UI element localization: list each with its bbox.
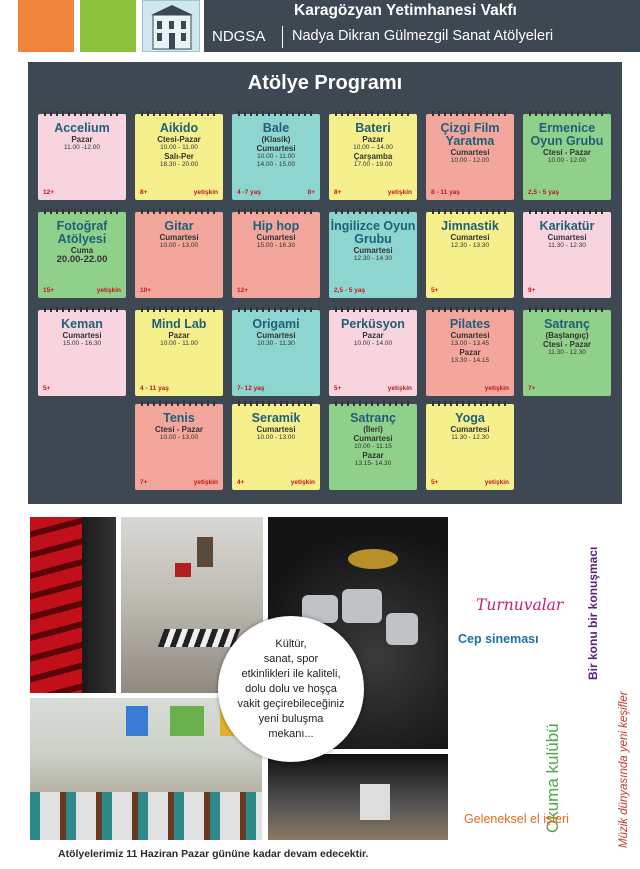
footer-note: Atölyelerimiz 11 Haziran Pazar gününe kadar devam edecektir. xyxy=(58,848,369,860)
workshop-card xyxy=(38,310,126,396)
dance-studio-photo xyxy=(268,754,448,840)
workshop-card xyxy=(426,114,514,200)
schedule-time: 15.00 - 16.30 xyxy=(62,340,102,347)
age-label: 7- 12 yaş xyxy=(237,385,265,392)
schedule-day: Ctesi-Pazar xyxy=(157,135,201,144)
schedule-day: Cumartesi xyxy=(256,144,296,153)
workshop-name: Origami xyxy=(252,317,300,331)
schedule-day: Cumartesi xyxy=(256,233,296,242)
schedule-time: 10.00 - 12.00 xyxy=(547,157,587,164)
bubble-line: etkinlikleri ile kaliteli, xyxy=(241,667,341,680)
schedule-day: Pazar xyxy=(71,135,93,144)
foundation-name: Karagözyan Yetimhanesi Vakfı xyxy=(294,2,517,19)
schedule-time: 11.30 - 12.30 xyxy=(548,242,586,249)
bubble-line: dolu dolu ve hoşça xyxy=(245,682,337,695)
divider xyxy=(282,26,283,48)
workshop-subtitle: (Klasik) xyxy=(261,135,291,144)
age-label: 5+ xyxy=(431,287,439,294)
schedule-time: 11.30 - 12.30 xyxy=(451,434,489,441)
schedule-time: 13.00 - 13.45 xyxy=(450,340,490,347)
age-label: 12+ xyxy=(237,287,249,294)
schedule-time: 10.00 - 11.00 xyxy=(160,340,198,347)
workshop-card xyxy=(329,404,417,490)
schedule-time: 10.00 - 14.00 xyxy=(353,340,393,347)
schedule-day: Pazar xyxy=(459,348,481,357)
workshop-name: Bale xyxy=(262,121,290,135)
workshop-card xyxy=(426,212,514,298)
workshop-name: Pilates xyxy=(449,317,491,331)
schedule-time: 15.00 - 16.30 xyxy=(256,242,296,249)
age-label: 4 - 11 yaş xyxy=(140,385,169,392)
schedule-time: 11.00 -12.00 xyxy=(63,144,101,151)
audience-label: yetişkin xyxy=(193,189,218,196)
workshop-card xyxy=(135,212,223,298)
schedule-day: Ctesi - Pazar xyxy=(542,340,592,349)
workshop-card xyxy=(232,404,320,490)
bubble-line: vakit geçirebileceğiniz xyxy=(237,697,345,710)
schedule-day: Pazar xyxy=(362,451,384,460)
schedule-time: 12.30 - 13.30 xyxy=(450,242,490,249)
workshop-card xyxy=(426,404,514,490)
word-turnuvalar: Turnuvalar xyxy=(476,596,564,614)
workshop-name: Jimnastik xyxy=(441,219,499,233)
age-label: 5+ xyxy=(431,479,439,486)
age-label: 7+ xyxy=(528,385,536,392)
workshops-name: Nadya Dikran Gülmezgil Sanat Atölyeleri xyxy=(292,28,554,44)
workshop-card xyxy=(523,114,611,200)
workshop-name: Çizgi Film Yaratma xyxy=(440,121,500,148)
workshop-card xyxy=(135,404,223,490)
board-title: Atölye Programı xyxy=(247,72,403,94)
workshop-name: Fotoğraf Atölyesi xyxy=(56,219,108,246)
age-label: 4 -7 yaş xyxy=(237,189,261,196)
schedule-time: 13.30 - 14.15 xyxy=(450,357,490,364)
workshop-name: İngilizce Oyun Grubu xyxy=(330,219,416,246)
audience-label: yetişkin xyxy=(387,189,412,196)
audience-label: yetişkin xyxy=(484,385,509,392)
age-label: 5+ xyxy=(334,385,342,392)
age-label: 8 - 11 yaş xyxy=(431,189,460,196)
workshop-name: Bateri xyxy=(355,121,391,135)
workshop-name: Keman xyxy=(61,317,103,331)
program-board xyxy=(28,62,622,504)
age-label: 4+ xyxy=(237,479,245,486)
schedule-time: 17.00 - 19.00 xyxy=(353,161,393,168)
schedule-time: 14.00 - 15.00 xyxy=(256,161,296,168)
workshop-name: Hip hop xyxy=(252,219,300,233)
workshop-card xyxy=(38,212,126,298)
schedule-day: Ctesi - Pazar xyxy=(542,148,592,157)
workshop-card xyxy=(426,310,514,396)
audience-label: yetişkin xyxy=(193,479,218,486)
word-cep-sinemasi: Cep sineması xyxy=(458,632,539,646)
cinema-seats-photo xyxy=(30,517,116,693)
schedule-time: 10.30 - 11.30 xyxy=(257,340,295,347)
workshop-name: Seramik xyxy=(251,411,301,425)
info-bubble xyxy=(218,616,364,762)
workshop-name: Satranç xyxy=(544,317,590,331)
audience-label: yetişkin xyxy=(387,385,412,392)
green-block xyxy=(80,0,136,52)
workshop-name: Yoga xyxy=(455,411,485,425)
workshop-card xyxy=(523,212,611,298)
schedule-day: Cumartesi xyxy=(450,425,490,434)
workshop-card xyxy=(38,114,126,200)
workshop-card xyxy=(523,310,611,396)
workshop-subtitle: (İleri) xyxy=(363,425,383,434)
age-label: 9+ xyxy=(528,287,536,294)
audience-label: 8+ xyxy=(307,189,315,196)
age-label: 2,5 - 5 yaş xyxy=(528,189,560,196)
bubble-line: yeni buluşma xyxy=(258,712,324,725)
schedule-time: 13.15- 14.30 xyxy=(354,460,392,467)
schedule-time: 10.00 - 11.00 xyxy=(160,144,198,151)
workshop-name: Aikido xyxy=(159,121,199,135)
workshop-subtitle: (Başlangıç) xyxy=(545,331,589,340)
age-label: 10+ xyxy=(140,287,152,294)
schedule-time: 10.00 - 11.15 xyxy=(354,443,392,450)
schedule-time: 10.00 - 11.00 xyxy=(257,153,295,160)
schedule-day: Cumartesi xyxy=(450,233,490,242)
age-label: 8+ xyxy=(334,189,342,196)
header-banner xyxy=(204,0,640,52)
workshop-card xyxy=(329,310,417,396)
schedule-day: Cumartesi xyxy=(159,233,199,242)
workshop-name: Mind Lab xyxy=(151,317,207,331)
schedule-day: Cumartesi xyxy=(353,246,393,255)
age-label: 15+ xyxy=(43,287,55,294)
schedule-day: Cumartesi xyxy=(353,434,393,443)
schedule-day: Salı-Per xyxy=(164,152,194,161)
workshop-name: Karikatür xyxy=(539,219,595,233)
workshop-card xyxy=(232,310,320,396)
schedule-time: 10.00 - 13.00 xyxy=(159,434,199,441)
schedule-day: Çarşamba xyxy=(353,152,393,161)
age-label: 12+ xyxy=(43,189,55,196)
word-muzik: Müzik dünyasında yeni keşifler xyxy=(618,691,630,848)
bubble-line: sanat, spor xyxy=(263,652,319,665)
workshop-name: Satranç xyxy=(350,411,396,425)
workshop-name: Ermenice Oyun Grubu xyxy=(530,121,604,148)
audience-label: yetişkin xyxy=(96,287,121,294)
orange-block xyxy=(18,0,74,52)
schedule-day: Pazar xyxy=(168,331,190,340)
bubble-line: Kültür, xyxy=(275,637,307,650)
schedule-day: 20.00-22.00 xyxy=(56,254,108,265)
workshop-card xyxy=(232,212,320,298)
schedule-day: Cuma xyxy=(70,246,94,255)
building-logo-icon xyxy=(142,0,200,52)
schedule-day: Cumartesi xyxy=(256,331,296,340)
schedule-time: 12.30 - 14.30 xyxy=(353,255,393,262)
schedule-time: 10.00 - 13.00 xyxy=(159,242,199,249)
schedule-time: 11.30 - 12.30 xyxy=(548,349,586,356)
word-geleneksel: Geleneksel el işleri xyxy=(464,812,569,826)
workshop-name: Gitar xyxy=(164,219,194,233)
schedule-day: Cumartesi xyxy=(256,425,296,434)
workshop-card xyxy=(329,212,417,298)
schedule-time: 18.30 - 20.00 xyxy=(159,161,199,168)
schedule-time: 10.00 - 12.00 xyxy=(450,157,490,164)
workshop-card xyxy=(135,114,223,200)
workshop-card xyxy=(329,114,417,200)
schedule-day: Cumartesi xyxy=(450,331,490,340)
schedule-time: 10.00 - 13.00 xyxy=(256,434,296,441)
schedule-day: Cumartesi xyxy=(547,233,587,242)
schedule-day: Cumartesi xyxy=(62,331,102,340)
bubble-line: mekanı... xyxy=(268,727,314,740)
schedule-day: Pazar xyxy=(362,331,384,340)
abbreviation: NDGSA xyxy=(212,28,266,45)
workshop-card xyxy=(135,310,223,396)
audience-label: yetişkin xyxy=(484,479,509,486)
word-okuma-kulubu: Okuma kulübü xyxy=(543,723,562,833)
age-label: 7+ xyxy=(140,479,148,486)
workshop-card xyxy=(232,114,320,200)
age-label: 2,5 - 5 yaş xyxy=(334,287,366,294)
workshop-name: Tenis xyxy=(163,411,195,425)
schedule-time: 10.00 – 14.00 xyxy=(353,144,393,151)
audience-label: yetişkin xyxy=(290,479,315,486)
workshop-name: Perküsyon xyxy=(341,317,405,331)
age-label: 8+ xyxy=(140,189,148,196)
word-bir-konu: Bir konu bir konuşmacı xyxy=(586,546,600,680)
age-label: 5+ xyxy=(43,385,51,392)
schedule-day: Ctesi - Pazar xyxy=(154,425,204,434)
schedule-day: Pazar xyxy=(362,135,384,144)
schedule-day: Cumartesi xyxy=(450,148,490,157)
workshop-name: Accelium xyxy=(54,121,110,135)
